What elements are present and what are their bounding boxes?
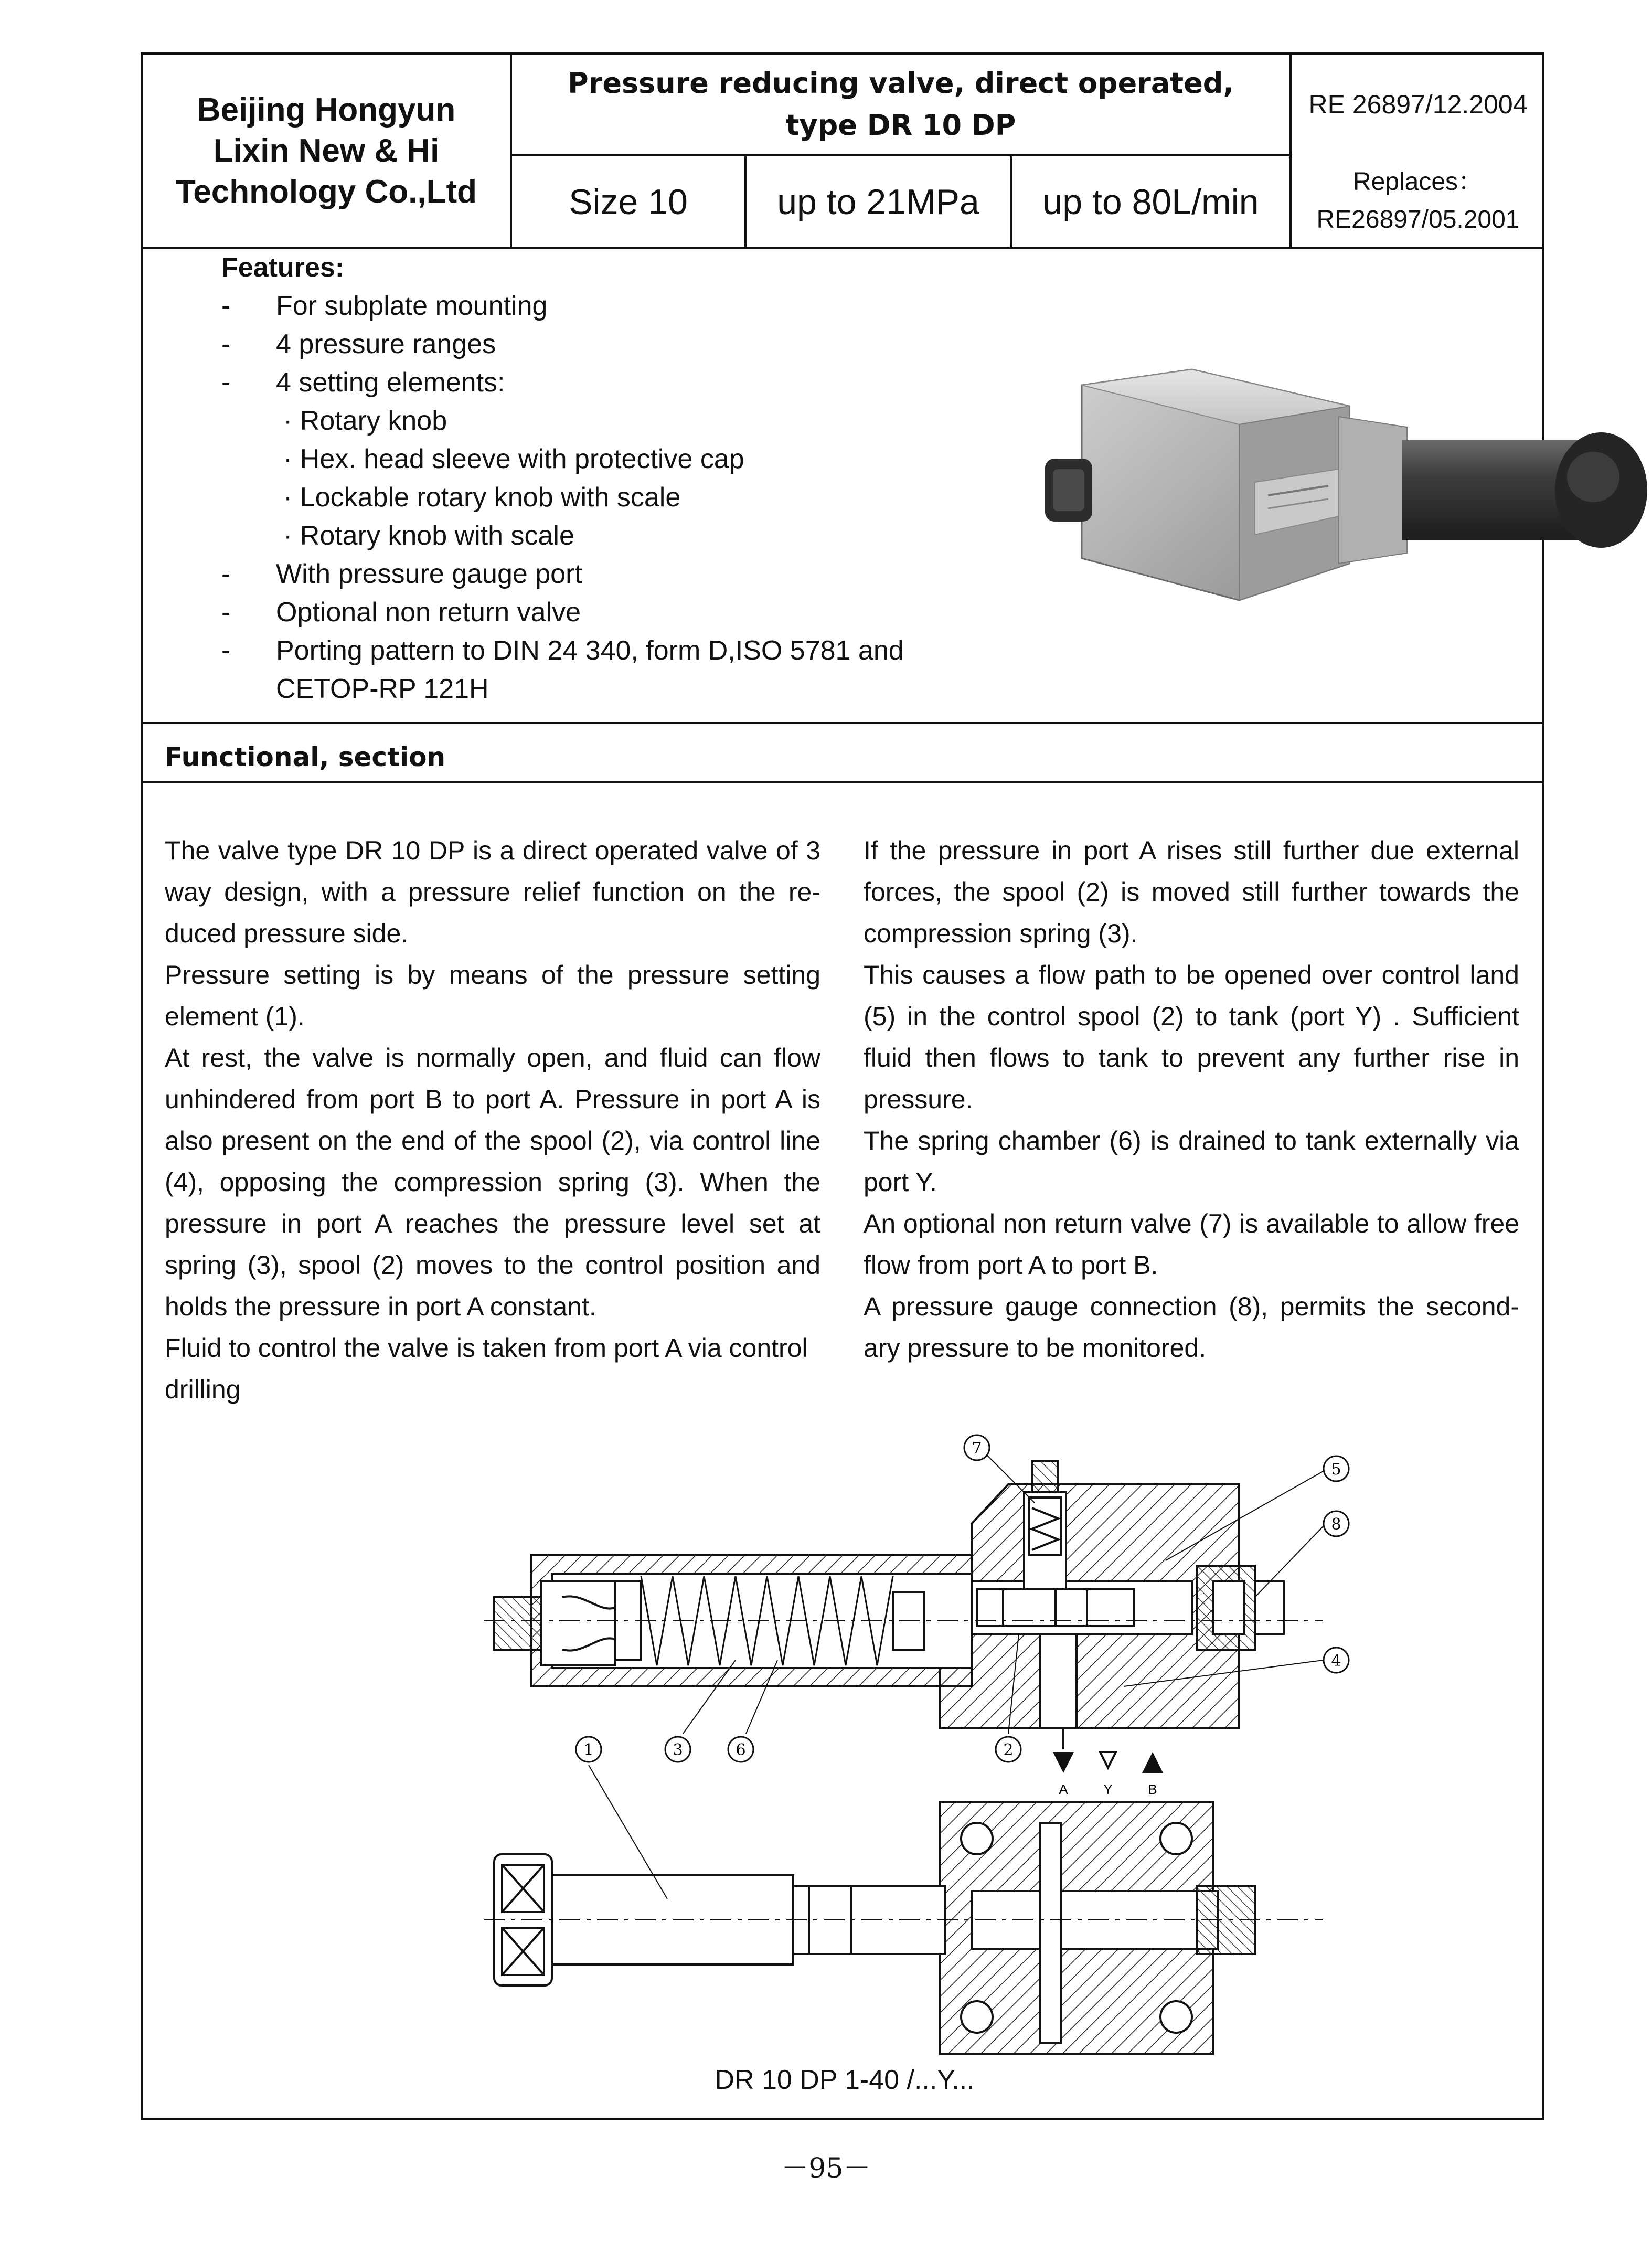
callout-3	[665, 1737, 690, 1762]
company-line: Technology Co.,Ltd	[175, 173, 477, 210]
title-line: Pressure reducing valve, direct operated,	[568, 67, 1234, 100]
max-flow: up to 80L/min	[1042, 182, 1259, 222]
paragraph: If the pressure in port A rises still further due external forces, the spool (2) is moved still further towards the compression spring (3).	[864, 836, 1519, 948]
feature-text: · Lockable rotary knob with scale	[283, 482, 681, 513]
feature-text: · Rotary knob with scale	[283, 521, 574, 551]
bullet-dash: -	[221, 291, 231, 321]
replaces-label: Replaces：	[1352, 167, 1484, 196]
feature-item	[221, 364, 904, 402]
bullet-dash: -	[221, 597, 231, 628]
section-rule	[143, 781, 1542, 783]
port-a-arrow-icon	[1053, 1752, 1074, 1773]
port-a-label: A	[1059, 1781, 1068, 1797]
callout-4	[1324, 1648, 1349, 1673]
paragraph: A pressure gauge connection (8), permits the second-ary pressure to be monitored.	[864, 1292, 1519, 1363]
svg-text:8: 8	[1331, 1515, 1341, 1534]
document-code: RE 26897/12.2004	[1308, 90, 1528, 119]
title-line: type DR 10 DP	[785, 109, 1016, 142]
feature-text: CETOP-RP 121H	[276, 674, 489, 704]
paragraph: This causes a flow path to be opened over control land (5) in the control spool (2) to tank (port Y) . Sufficient fluid then flows to tank to prevent any further rise in pressure.	[864, 960, 1519, 1114]
port-b-label: B	[1148, 1781, 1157, 1797]
callout-5	[1324, 1456, 1349, 1481]
callout-2	[996, 1737, 1021, 1762]
bullet-dash: -	[221, 367, 231, 398]
callout-1	[576, 1737, 601, 1762]
bullet-dash: -	[221, 559, 231, 589]
description-left-column	[165, 830, 820, 1410]
paragraph: An optional non return valve (7) is available to allow free flow from port A to port B.	[864, 1209, 1519, 1280]
replaces-code: RE26897/05.2001	[1316, 205, 1520, 233]
lower-external-view	[484, 1765, 1323, 2054]
valve-size: Size 10	[569, 182, 688, 222]
feature-subitem	[221, 479, 904, 517]
bullet-dash	[221, 402, 276, 440]
bullet-dash: -	[221, 329, 231, 359]
port-y-arrow-icon	[1100, 1752, 1116, 1768]
max-pressure: up to 21MPa	[777, 182, 979, 222]
page-frame	[141, 52, 1544, 2120]
feature-item	[221, 555, 904, 593]
company-line: Beijing Hongyun	[197, 91, 456, 128]
feature-text: With pressure gauge port	[276, 559, 582, 589]
callout-8	[1324, 1511, 1349, 1536]
feature-item	[221, 287, 904, 325]
svg-text:5: 5	[1331, 1460, 1341, 1479]
svg-text:4: 4	[1331, 1652, 1341, 1670]
callout-6	[728, 1737, 753, 1762]
feature-text: Optional non return valve	[276, 597, 581, 628]
feature-text: · Hex. head sleeve with protective cap	[283, 444, 744, 474]
svg-text:7: 7	[972, 1439, 982, 1458]
feature-item	[221, 670, 904, 708]
paragraph: The valve type DR 10 DP is a direct operated valve of 3 way design, with a pressure relief function on the re-duced pressure side.	[165, 836, 820, 948]
feature-text: For subplate mounting	[276, 291, 548, 321]
feature-subitem	[221, 440, 904, 479]
feature-text: 4 setting elements:	[276, 367, 505, 398]
feature-text: · Rotary knob	[283, 406, 447, 436]
drawing-caption: DR 10 DP 1-40 /...Y...	[715, 2065, 975, 2095]
svg-text:3: 3	[673, 1741, 683, 1759]
bullet-dash	[221, 479, 276, 517]
section-rule	[143, 722, 1542, 724]
description-right-column	[864, 830, 1519, 1369]
page-number: －95－	[781, 2153, 871, 2184]
feature-text: 4 pressure ranges	[276, 329, 496, 359]
paragraph: At rest, the valve is normally open, and fluid can flow unhindered from port B to port A. Pressure in port A is also present on the end of the spool (2), via control line (4), opposing the compression spring (3). When the pressure in port A reaches the pressure level set at spring (3), spool (2) moves to the control position and holds the pressure in port A constant.	[165, 1043, 820, 1321]
feature-subitem	[221, 517, 904, 555]
bullet-dash	[221, 670, 276, 708]
features-heading: Features:	[221, 252, 345, 283]
svg-text:6: 6	[736, 1741, 746, 1759]
port-y-label: Y	[1103, 1781, 1113, 1797]
valve-product-photo	[972, 327, 1652, 689]
features-list	[221, 249, 904, 708]
paragraph: Fluid to control the valve is taken from port A via control drilling	[165, 1333, 808, 1404]
feature-item	[221, 325, 904, 364]
sectional-drawing	[484, 1424, 1376, 2059]
svg-text:1: 1	[583, 1741, 594, 1759]
callout-7	[964, 1435, 989, 1460]
bullet-dash	[221, 440, 276, 479]
bullet-dash: -	[221, 635, 231, 666]
feature-subitem	[221, 402, 904, 440]
feature-item	[221, 593, 904, 632]
company-line: Lixin New & Hi	[213, 132, 440, 169]
document-title	[512, 55, 1289, 154]
upper-section-view	[484, 1456, 1323, 1773]
section-title: Functional, section	[165, 742, 446, 772]
svg-text:2: 2	[1003, 1741, 1014, 1759]
replaces-block	[1292, 154, 1544, 247]
feature-text: Porting pattern to DIN 24 340, form D,ISO 5781 and	[276, 635, 904, 666]
port-b-arrow-icon	[1142, 1752, 1163, 1773]
feature-item	[221, 632, 904, 670]
company-name	[143, 55, 510, 247]
paragraph: The spring chamber (6) is drained to tank externally via port Y.	[864, 1126, 1519, 1197]
bullet-dash	[221, 517, 276, 555]
paragraph: Pressure setting is by means of the pressure setting element (1).	[165, 960, 820, 1031]
